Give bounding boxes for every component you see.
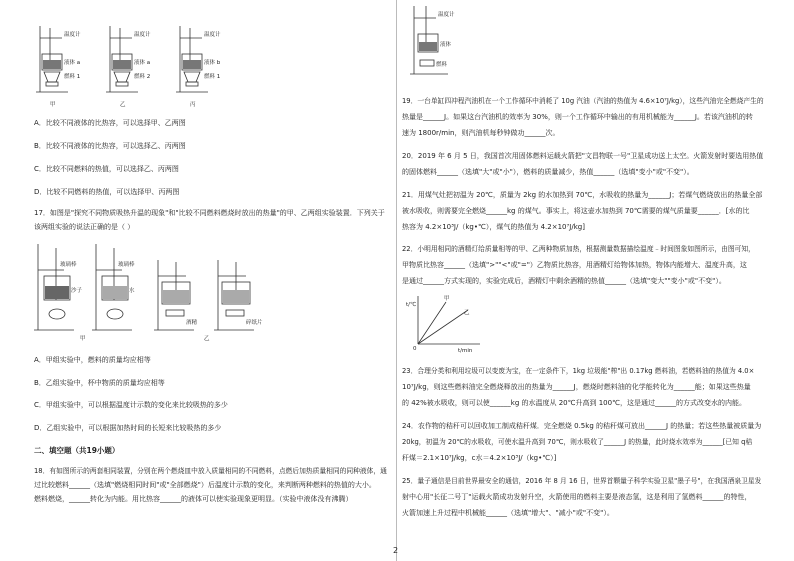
section-2-title: 二、填空题（共19小题）	[34, 446, 120, 455]
q18-line3: 燃料燃烧，______转化为内能。用比热容______的液体可以使实验现象更明显。（实验中液体没有沸腾）	[34, 495, 353, 503]
label-fuel-1-1: 燃料 1	[64, 74, 81, 80]
graph-line-yi	[418, 310, 468, 344]
q19-line3: 速为 1800r/min，则汽油机每秒钟做功______次。	[402, 129, 560, 137]
label-fuel-1-3: 燃料 1	[204, 74, 221, 80]
q16-option-b: B．比较不同液体的比热容，可以选择乙、丙两图	[34, 142, 186, 150]
q25-line3: 火箭加速上升过程中机械能______（选填"增大"、"减小"或"不变"）。	[402, 509, 614, 517]
q21-line3: 热容为 4.2×10³J/（kg•℃），煤气的热值为 4.2×10⁷J/kg]	[402, 223, 585, 231]
label-sand: 沙子	[71, 288, 83, 294]
caption-group-yi: 乙	[204, 336, 210, 342]
q17-stem-line2: 该两组实验的说法正确的是（ ）	[34, 223, 135, 231]
q18-line1: 18．有如图所示的两套相同装置，分别在两个燃烧皿中放入质量相同的不同燃料，点燃后加热质量相同的同种液体，通	[34, 467, 387, 475]
label-liquid-a-1: 液体 a	[64, 60, 81, 66]
label-thermometer-3: 温度计	[204, 32, 221, 38]
q23-line3: 的 42%被水吸收，则可以使______kg 的水温度从 20℃升高到 100℃，这是通过______的方式改变水的内能。	[402, 399, 746, 407]
q21-line1: 21．用煤气灶把初温为 20℃，质量为 2kg 的水加热到 70℃，水吸收的热量为______J；若煤气燃烧放出的热量全部	[402, 191, 763, 199]
q24-line2: 20kg，初温为 20℃的水吸收，可使水温升高到 70℃，则水吸收了______J 的热量，此时烧水效率为______[已知 q秸	[402, 438, 753, 446]
q17-option-a: A．甲组实验中，燃料的质量均应相等	[34, 356, 151, 364]
label-thermometer-r: 温度计	[438, 12, 455, 18]
caption-jia: 甲	[50, 102, 56, 108]
label-fuel-2-2: 燃料 2	[134, 74, 151, 80]
caption-yi: 乙	[120, 102, 126, 108]
q16-option-c: C．比较不同燃料的热值，可以选择乙、丙两图	[34, 165, 179, 173]
label-glass-rod-1: 玻璃棒	[60, 262, 77, 268]
label-water: 水	[129, 288, 135, 294]
figure-two-groups	[34, 240, 304, 344]
q20-line1: 20．2019 年 6 月 5 日，我国首次用固体燃料运载火箭把"文昌物联一号"卫星成功送上太空。火箭发射时要选用热值	[402, 152, 764, 160]
q20-line2: 的固体燃料______（选填"大"或"小"），燃料的质量减少，热值______（选填"变小"或"不变"）。	[402, 168, 694, 176]
page-number: 2	[393, 546, 399, 555]
q18-line2: 过比较燃料______（选填"燃烧相同时间"或"全部燃烧"）后温度计示数的变化，来判断两种燃料的热值的大小。	[34, 481, 376, 489]
graph-ylabel: t/℃	[406, 302, 417, 308]
q21-line2: 被水吸收，则需要完全燃烧______kg 的煤气。事实上，将这壶水加热到 70℃需要的煤气质量要______．[水的比	[402, 207, 750, 215]
label-glass-rod-2: 玻璃棒	[118, 262, 135, 268]
caption-bing: 丙	[190, 102, 196, 108]
q22-line2: 甲物质比热容______（选填">""<"或"="）乙物质比热容，用酒精灯给物体加热，物体内能增大、温度升高，这	[402, 261, 747, 269]
q23-line2: 10⁷J/kg，则这些燃料油完全燃烧释放出的热量为______J，燃烧时燃料油的化学能转化为______能；如果这些热量	[402, 383, 751, 391]
label-fuel-r: 燃料	[436, 62, 448, 68]
label-liquid-b-3: 液体 b	[204, 60, 221, 66]
q16-option-a: A．比较不同液体的比热容，可以选择甲、乙两图	[34, 119, 186, 127]
q25-line1: 25．量子通信是目前世界最安全的通信，2016 年 8 月 16 日，世界首颗量子科学实验卫星"墨子号"，在我国酒泉卫星发	[402, 477, 762, 485]
graph-series-yi: 乙	[464, 310, 470, 316]
q17-option-b: B．乙组实验中，杯中物质的质量均应相等	[34, 379, 165, 387]
q19-line2: 热量是______J。如果这台汽油机的效率为 30%，则一个工作循环中输出的有用机械能为______J。若该汽油机的转	[402, 113, 753, 121]
label-liquid-r: 液体	[440, 42, 452, 48]
q25-line2: 射中心用"长征二号丁"运载火箭成功发射升空，火箭使用的燃料主要是液态氢，这是利用了氢燃料______的特性，	[402, 493, 752, 501]
q23-line1: 23．合理分类和利用垃圾可以变废为宝，在一定条件下，1kg 垃圾能"榨"出 0.17kg 燃料油，若燃料油的热值为 4.0×	[402, 367, 755, 375]
q22-line1: 22．小明用相同的酒精灯给质量相等的甲、乙两种物质加热，根据测量数据描绘温度﹣时间图象如图所示，由图可知，	[402, 245, 755, 253]
graph-xlabel: t/min	[458, 348, 473, 354]
q19-line1: 19．一台单缸四冲程汽油机在一个工作循环中消耗了 10g 汽油（汽油的热值为 4.6×10⁷J/kg），这些汽油完全燃烧产生的	[402, 97, 764, 105]
label-alcohol: 酒精	[186, 320, 198, 326]
column-divider	[396, 0, 397, 561]
q22-line3: 是通过______方式实现的，实验完成后，酒精灯中剩余酒精的热值______（选填"变大""变小"或"不变"）。	[402, 277, 726, 285]
graph-line-jia	[418, 302, 446, 344]
q24-line1: 24．农作物的秸秆可以回收加工制成秸秆煤．完全燃烧 0.5kg 的秸秆煤可放出______J 的热量；若这些热量被质量为	[402, 422, 762, 430]
label-thermometer-1: 温度计	[64, 32, 81, 38]
q17-option-c: C．甲组实验中，可以根据温度计示数的变化来比较吸热的多少	[34, 401, 228, 409]
figure-q18-setup	[408, 4, 478, 80]
q17-stem-line1: 17．如图是"探究不同物质吸热升温的现象"和"比较不同燃料燃烧时放出的热量"的甲、乙两组实验装置．下列关于	[34, 209, 385, 217]
q24-line3: 秆煤＝2.1×10⁷J/kg，c水＝4.2×10³J/（kg•℃）]	[402, 454, 557, 462]
label-thermometer-2: 温度计	[134, 32, 151, 38]
figure-three-setups	[34, 22, 234, 112]
graph-series-jia: 甲	[444, 296, 450, 302]
q16-option-d: D．比较不同燃料的热值，可以选择甲、丙两图	[34, 188, 180, 196]
label-liquid-a-2: 液体 a	[134, 60, 151, 66]
caption-group-jia: 甲	[80, 336, 86, 342]
label-paper: 碎纸片	[246, 320, 263, 326]
graph-origin: 0	[413, 346, 417, 352]
q17-option-d: D．乙组实验中，可以根据加热时间的长短来比较吸热的多少	[34, 424, 222, 432]
temperature-time-graph	[406, 292, 486, 354]
